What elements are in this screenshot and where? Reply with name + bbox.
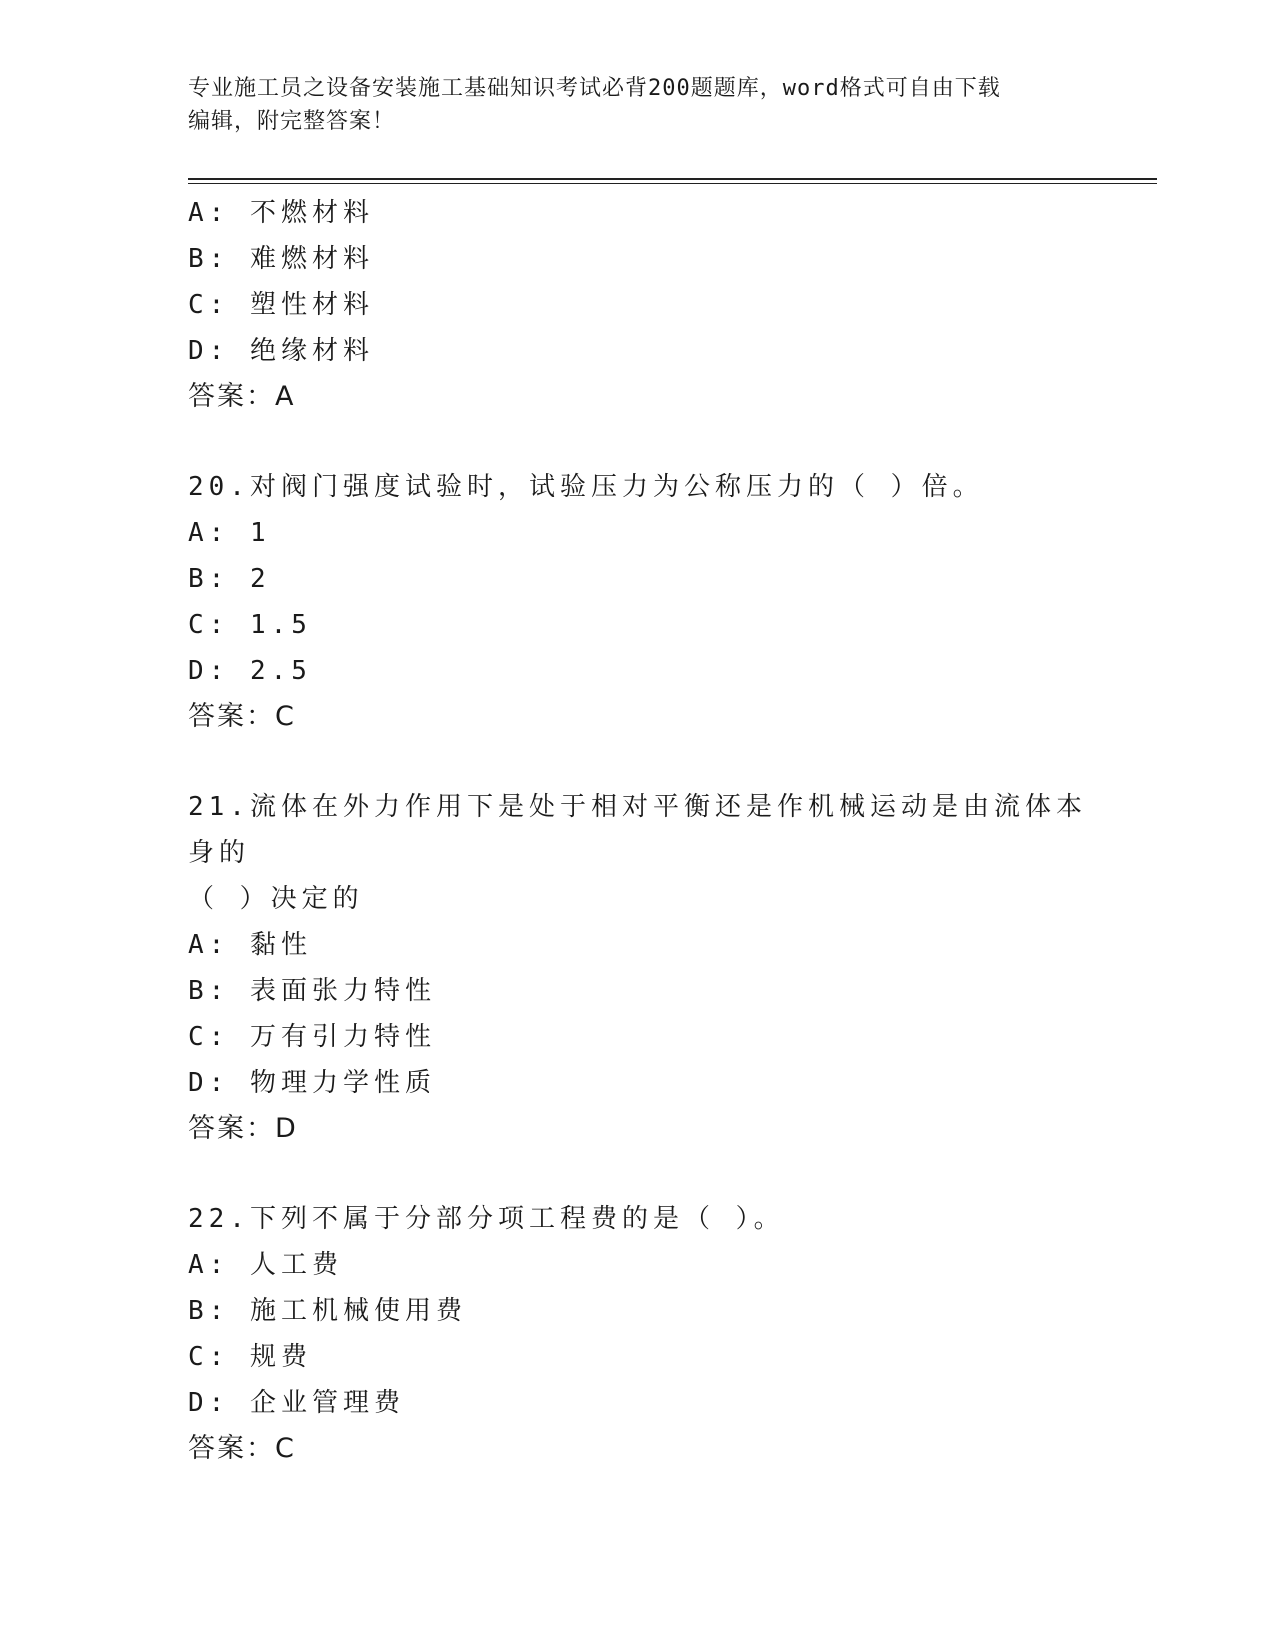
option-c: C: 塑性材料 bbox=[188, 290, 374, 320]
answer-line: 答案：A bbox=[188, 381, 296, 412]
option-d: D: 2.5 bbox=[188, 656, 312, 686]
header-divider-thin bbox=[188, 183, 1157, 184]
header-line-1: 专业施工员之设备安装施工基础知识考试必背200题题库，word格式可自由下载 bbox=[188, 76, 1001, 101]
document-header bbox=[188, 72, 1088, 138]
option-b: B: 难燃材料 bbox=[188, 244, 374, 274]
answer-line: 答案：D bbox=[188, 1113, 298, 1144]
option-b: B: 表面张力特性 bbox=[188, 976, 436, 1006]
question-block-21 bbox=[188, 784, 1088, 1152]
answer-line: 答案：C bbox=[188, 701, 296, 732]
option-a: A: 1 bbox=[188, 518, 271, 548]
option-b: B: 施工机械使用费 bbox=[188, 1296, 467, 1326]
question-list bbox=[188, 190, 1088, 1472]
option-c: C: 规费 bbox=[188, 1342, 312, 1372]
question-stem-continued: （ ）决定的 bbox=[188, 884, 364, 914]
header-line-2: 编辑，附完整答案！ bbox=[188, 109, 396, 134]
question-block-22 bbox=[188, 1196, 1088, 1472]
option-a: A: 黏性 bbox=[188, 930, 312, 960]
question-block-20 bbox=[188, 464, 1088, 740]
option-c: C: 万有引力特性 bbox=[188, 1022, 436, 1052]
option-b: B: 2 bbox=[188, 564, 271, 594]
question-stem: 20.对阀门强度试验时，试验压力为公称压力的（ ）倍。 bbox=[188, 472, 984, 502]
question-block-19 bbox=[188, 190, 1088, 420]
option-a: A: 不燃材料 bbox=[188, 198, 374, 228]
option-d: D: 企业管理费 bbox=[188, 1388, 405, 1418]
question-stem: 21.流体在外力作用下是处于相对平衡还是作机械运动是由流体本身的 bbox=[188, 792, 1087, 868]
option-c: C: 1.5 bbox=[188, 610, 312, 640]
option-d: D: 绝缘材料 bbox=[188, 336, 374, 366]
header-divider-thick bbox=[188, 178, 1157, 180]
question-stem: 22.下列不属于分部分项工程费的是（ ）。 bbox=[188, 1204, 785, 1234]
option-a: A: 人工费 bbox=[188, 1250, 343, 1280]
answer-line: 答案：C bbox=[188, 1433, 296, 1464]
option-d: D: 物理力学性质 bbox=[188, 1068, 436, 1098]
